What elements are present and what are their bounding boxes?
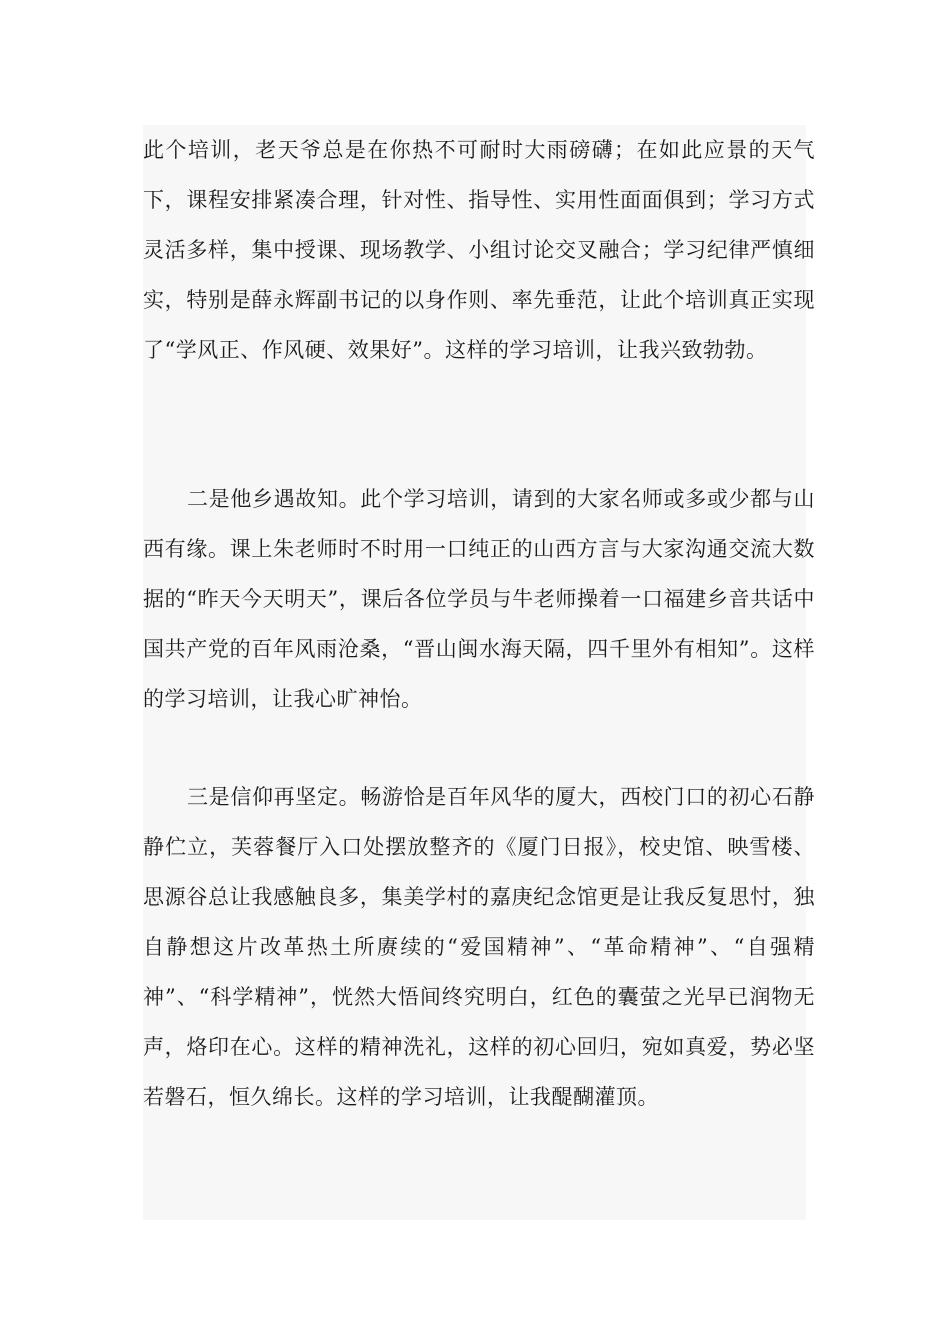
paragraph-training-experience: 此个培训，老天爷总是在你热不可耐时大雨磅礴；在如此应景的天气下，课程安排紧凑合理，针对性、指导性、实用性面面俱到；学习方式灵活多样，集中授课、现场教学、小组讨论交叉融合；学习纪律严慎细实，特别是薛永辉副书记的以身作则、率先垂范，让此个培训真正实现了“学风正、作风硬、效果好”。这样的学习培训，让我兴致勃勃。 xyxy=(143,138,815,362)
paragraph-firm-belief: 三是信仰再坚定。畅游恰是百年风华的厦大，西校门口的初心石静静伫立，芙蓉餐厅入口处摆放整齐的《厦门日报》，校史馆、映雪楼、思源谷总让我感触良多，集美学村的嘉庚纪念馆更是让我反复思忖，独自静想这片改革热土所赓续的“爱国精神”、“革命精神”、“自强精神”、“科学精神”，恍然大悟间终究明白，红色的囊萤之光早已润物无声，烙印在心。这样的精神洗礼，这样的初心回归，宛如真爱，势必坚若磐石，恒久绵长。这样的学习培训，让我醍醐灌顶。 xyxy=(143,785,815,1109)
paragraph-meeting-old-friends: 二是他乡遇故知。此个学习培训，请到的大家名师或多或少都与山西有缘。课上朱老师时不时用一口纯正的山西方言与大家沟通交流大数据的“昨天今天明天”，课后各位学员与牛老师操着一口福建乡音共话中国共产党的百年风雨沧桑，“晋山闽水海天隔，四千里外有相知”。这样的学习培训，让我心旷神怡。 xyxy=(143,487,815,711)
